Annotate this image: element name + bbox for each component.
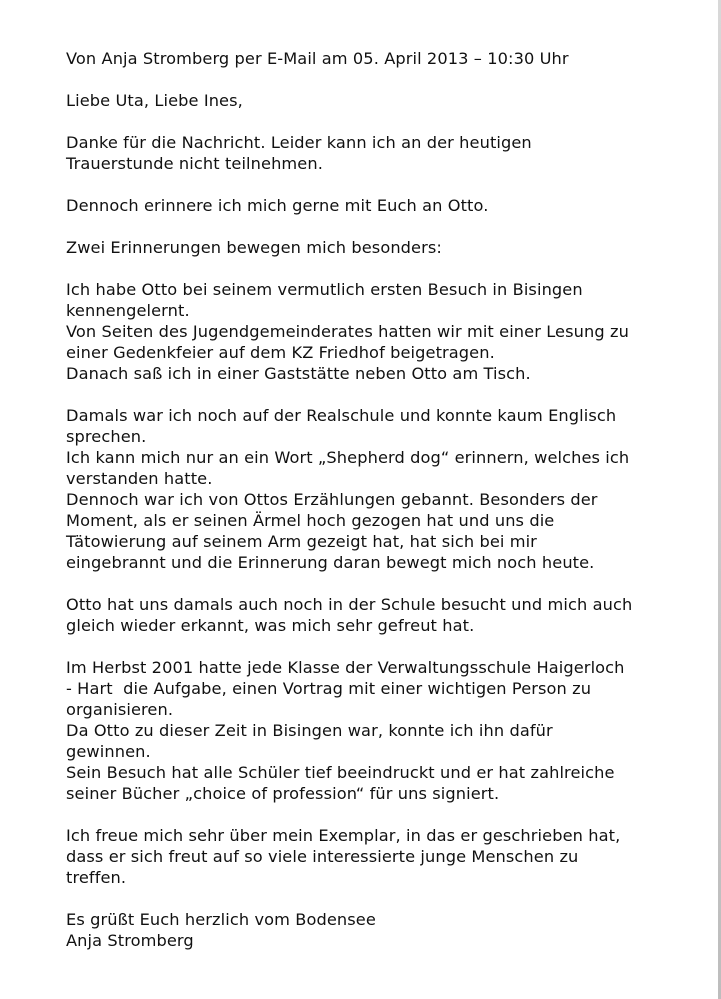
text-line: Damals war ich noch auf der Realschule und konnte kaum Englisch — [66, 406, 617, 425]
paragraph-book-copy — [66, 825, 706, 888]
text-line: sprechen. — [66, 427, 147, 446]
text-line: Ich freue mich sehr über mein Exemplar, in das er geschrieben hat, — [66, 826, 621, 845]
text-line: gleich wieder erkannt, was mich sehr gefreut hat. — [66, 616, 475, 635]
letter-header: Von Anja Stromberg per E-Mail am 05. April 2013 – 10:30 Uhr — [66, 49, 569, 68]
text-line: Trauerstunde nicht teilnehmen. — [66, 154, 323, 173]
text-line: Im Herbst 2001 hatte jede Klasse der Verwaltungsschule Haigerloch — [66, 658, 625, 677]
text-line: - Hart die Aufgabe, einen Vortrag mit einer wichtigen Person zu — [66, 679, 592, 698]
paragraph-gap — [66, 636, 706, 657]
text-line: Moment, als er seinen Ärmel hoch gezogen hat und uns die — [66, 511, 555, 530]
paragraph-autumn-2001 — [66, 657, 706, 804]
text-line: Da Otto zu dieser Zeit in Bisingen war, konnte ich ihn dafür — [66, 721, 553, 740]
salutation: Liebe Uta, Liebe Ines, — [66, 91, 243, 110]
text-line: organisieren. — [66, 700, 174, 719]
text-line: einer Gedenkfeier auf dem KZ Friedhof beigetragen. — [66, 343, 495, 362]
text-line: treffen. — [66, 868, 127, 887]
closing: Es grüßt Euch herzlich vom Bodensee — [66, 910, 376, 929]
paragraph-gap — [66, 804, 706, 825]
text-line: eingebrannt und die Erinnerung daran bewegt mich noch heute. — [66, 553, 595, 572]
paragraph-gap — [66, 573, 706, 594]
text-line: Danke für die Nachricht. Leider kann ich an der heutigen — [66, 133, 532, 152]
paragraph-gap — [66, 258, 706, 279]
paragraph-realschule — [66, 405, 706, 573]
text-line: Ich habe Otto bei seinem vermutlich ersten Besuch in Bisingen — [66, 280, 583, 299]
text-line: Dennoch erinnere ich mich gerne mit Euch an Otto. — [66, 196, 489, 215]
text-line: kennengelernt. — [66, 301, 190, 320]
text-line: dass er sich freut auf so viele interessierte junge Menschen zu — [66, 847, 579, 866]
paragraph-gap — [66, 384, 706, 405]
text-line: verstanden hatte. — [66, 469, 213, 488]
letter-body — [66, 48, 706, 951]
paragraph-gap — [66, 216, 706, 237]
paragraph-first-meeting — [66, 279, 706, 384]
text-line: Tätowierung auf seinem Arm gezeigt hat, hat sich bei mir — [66, 532, 537, 551]
text-line: Sein Besuch hat alle Schüler tief beeindruckt und er hat zahlreiche — [66, 763, 615, 782]
text-line: Ich kann mich nur an ein Wort „Shepherd dog“ erinnern, welches ich — [66, 448, 630, 467]
paragraph-gap — [66, 888, 706, 909]
text-line: Otto hat uns damals auch noch in der Schule besucht und mich auch — [66, 595, 633, 614]
text-line: seiner Bücher „choice of profession“ für uns signiert. — [66, 784, 500, 803]
paragraph-gap — [66, 174, 706, 195]
signature: Anja Stromberg — [66, 931, 194, 950]
text-line: Von Seiten des Jugendgemeinderates hatten wir mit einer Lesung zu — [66, 322, 629, 341]
text-line: Dennoch war ich von Ottos Erzählungen gebannt. Besonders der — [66, 490, 598, 509]
text-line: gewinnen. — [66, 742, 151, 761]
paragraph-gap — [66, 111, 706, 132]
paragraph-gap — [66, 69, 706, 90]
paragraph-thanks — [66, 132, 706, 174]
text-line: Zwei Erinnerungen bewegen mich besonders: — [66, 238, 442, 257]
paragraph-school-visit — [66, 594, 706, 636]
paragraph-two-memories — [66, 237, 706, 258]
paragraph-remember — [66, 195, 706, 216]
text-line: Danach saß ich in einer Gaststätte neben Otto am Tisch. — [66, 364, 531, 383]
